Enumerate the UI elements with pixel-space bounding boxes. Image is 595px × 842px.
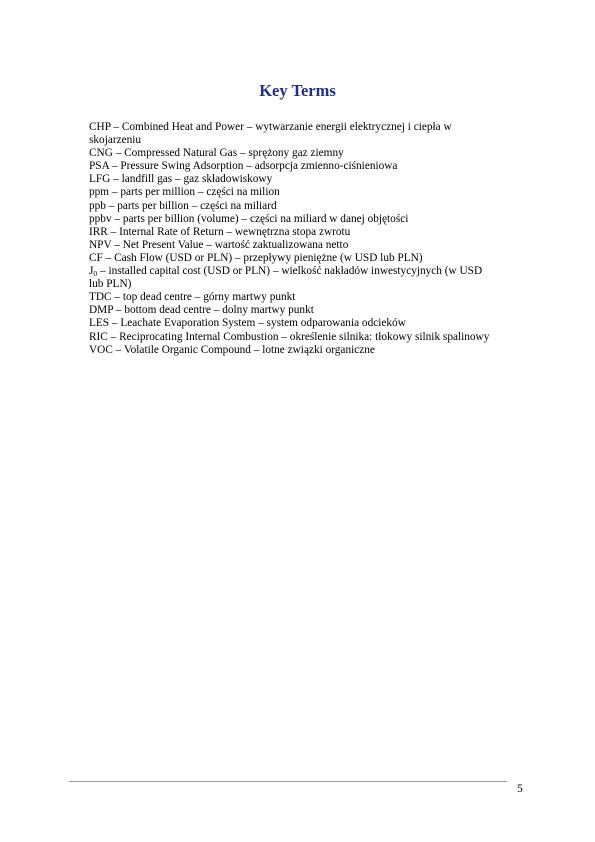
term-line <box>89 173 519 186</box>
term-line <box>89 304 519 317</box>
term-line <box>89 239 519 252</box>
term-text: ppbv – parts per billion (volume) – części na miliard w danej objętości <box>89 212 409 225</box>
term-line <box>89 265 519 278</box>
term-text: PSA – Pressure Swing Adsorption – adsorpcja zmienno-ciśnieniowa <box>89 160 398 173</box>
term-line <box>89 213 519 226</box>
term-text: LES – Leachate Evaporation System – system odparowania odcieków <box>89 317 406 330</box>
term-text: ppb – parts per billion – części na miliard <box>89 199 277 212</box>
term-text: DMP – bottom dead centre – dolny martwy punkt <box>89 304 314 317</box>
term-line <box>89 344 519 357</box>
term-line <box>89 226 519 239</box>
term-prefix: J <box>89 265 94 278</box>
term-line <box>89 278 519 291</box>
term-text: – installed capital cost (USD or PLN) – wielkość nakładów inwestycyjnych (w USD <box>97 265 483 278</box>
term-line <box>89 134 519 147</box>
page-title: Key Terms <box>259 81 336 101</box>
term-line <box>89 121 519 134</box>
term-line <box>89 252 519 265</box>
term-line <box>89 317 519 330</box>
term-line <box>89 160 519 173</box>
term-text: lub PLN) <box>89 278 132 291</box>
term-text: skojarzeniu <box>89 134 142 147</box>
term-text: LFG – landfill gas – gaz składowiskowy <box>89 173 273 186</box>
term-line <box>89 200 519 213</box>
term-line <box>89 147 519 160</box>
term-line <box>89 186 519 199</box>
term-line <box>89 291 519 304</box>
term-text: TDC – top dead centre – górny martwy punkt <box>89 291 296 304</box>
key-terms-list <box>89 121 519 357</box>
term-line <box>89 331 519 344</box>
page-number: 5 <box>517 783 523 795</box>
term-text: RIC – Reciprocating Internal Combustion – określenie silnika: tłokowy silnik spalinowy <box>89 330 490 343</box>
term-text: IRR – Internal Rate of Return – wewnętrzna stopa zwrotu <box>89 225 351 238</box>
term-text: CF – Cash Flow (USD or PLN) – przepływy pieniężne (w USD lub PLN) <box>89 251 423 264</box>
term-text: CNG – Compressed Natural Gas – sprężony gaz ziemny <box>89 147 344 160</box>
term-text: CHP – Combined Heat and Power – wytwarzanie energii elektrycznej i ciepła w <box>89 121 452 133</box>
term-text: NPV – Net Present Value – wartość zaktualizowana netto <box>89 238 349 251</box>
term-text: VOC – Volatile Organic Compound – lotne związki organiczne <box>89 343 375 356</box>
term-text: ppm – parts per million – części na milion <box>89 186 280 199</box>
footer-divider <box>69 781 507 782</box>
term-subscript: 0 <box>93 269 98 279</box>
